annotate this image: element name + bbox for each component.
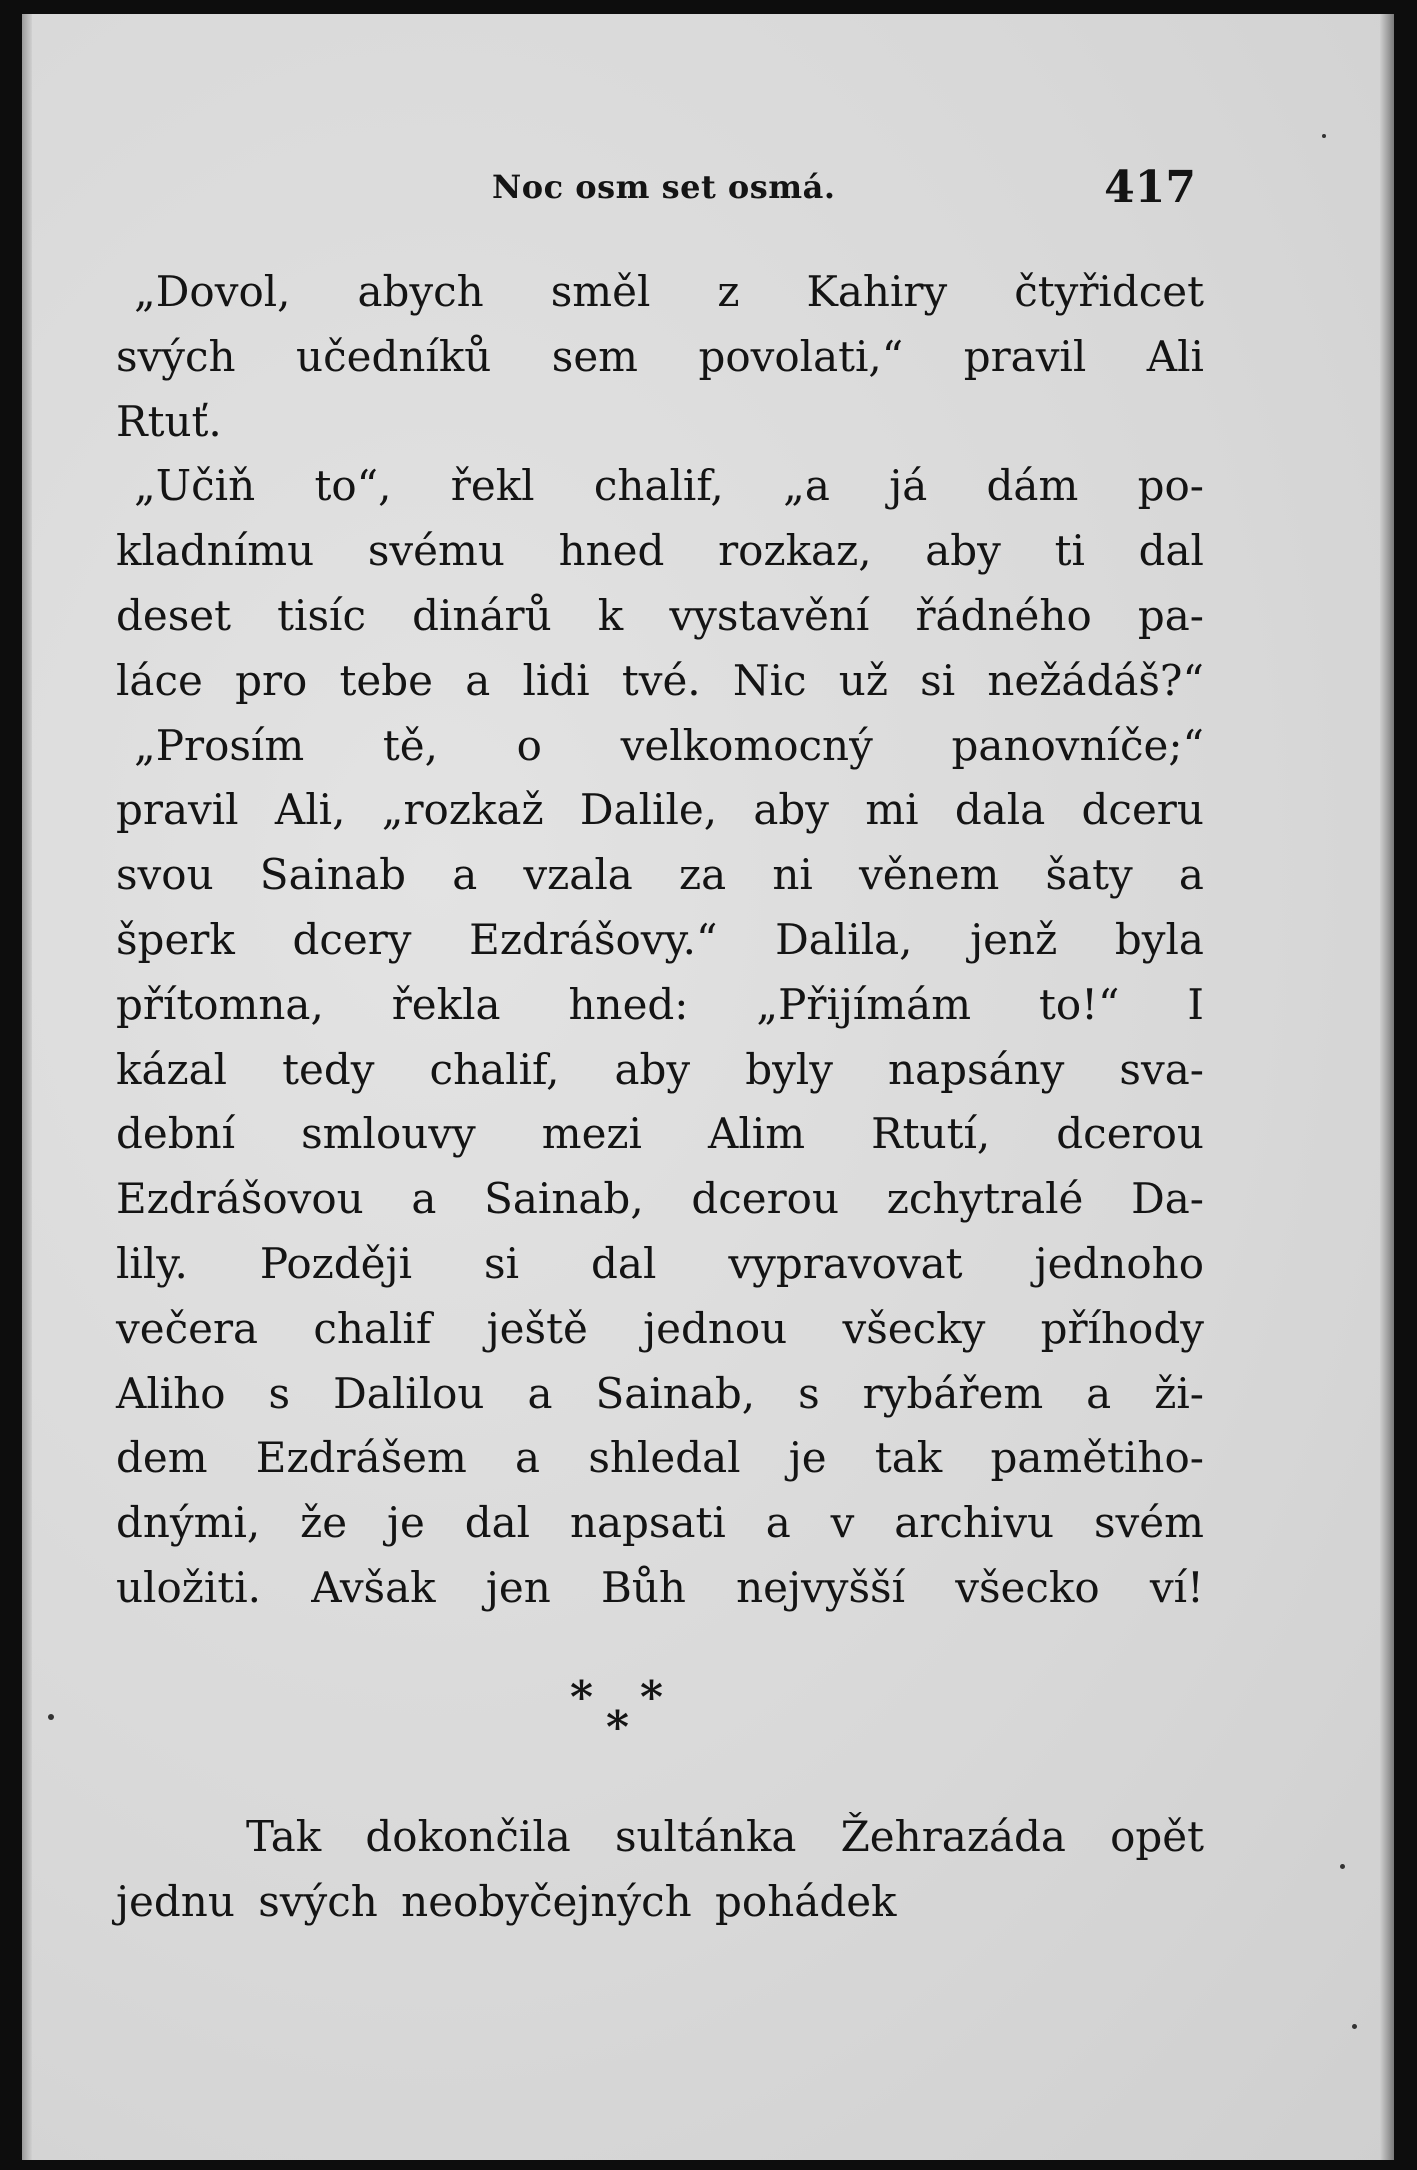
word: lidi — [522, 655, 590, 705]
word: aby — [925, 526, 1001, 576]
word: chalif, — [429, 1044, 560, 1094]
word: dal — [591, 1238, 657, 1288]
word: dinárů — [412, 590, 552, 640]
word: pa- — [1137, 590, 1204, 640]
word: Žehrazáda — [840, 1812, 1066, 1861]
word: a — [765, 1498, 791, 1548]
word: uložiti. — [116, 1562, 261, 1612]
word: napsati — [569, 1498, 726, 1548]
word: rybářem — [862, 1368, 1044, 1418]
word: panovníče;“ — [951, 720, 1204, 770]
word: Ezdrášovy.“ — [469, 914, 718, 964]
word: opět — [1110, 1812, 1204, 1861]
word: Alim — [708, 1109, 806, 1159]
word: dcery — [292, 914, 412, 964]
word: Bůh — [600, 1562, 686, 1612]
word: a — [1178, 850, 1204, 900]
word: je — [788, 1433, 827, 1483]
text-line — [116, 1804, 1204, 1869]
word: je — [386, 1498, 425, 1548]
section-break-asterism — [570, 1672, 770, 1752]
word: rozkaz, — [718, 526, 872, 576]
page-number: 417 — [1104, 162, 1196, 213]
text-line — [116, 1038, 1204, 1103]
paper-speck — [1352, 2024, 1357, 2029]
word: tě, — [382, 720, 438, 770]
word: dem — [116, 1433, 208, 1483]
word: povolati,“ — [698, 331, 904, 381]
word: shledal — [588, 1433, 741, 1483]
text-line — [116, 325, 1204, 390]
book-page — [22, 14, 1394, 2160]
word: dcerou — [1056, 1109, 1204, 1159]
text-line — [116, 584, 1204, 649]
word: nežádáš?“ — [987, 655, 1204, 705]
word: večera — [116, 1303, 259, 1353]
word: dnými, — [116, 1498, 261, 1548]
word: a — [527, 1368, 553, 1418]
word: si — [920, 655, 956, 705]
word: a — [465, 655, 491, 705]
word: učedníků — [296, 331, 492, 381]
page-header — [492, 162, 1196, 222]
word: mi — [865, 785, 919, 835]
word: mezi — [541, 1109, 642, 1159]
body-text — [116, 260, 1204, 1621]
word: už — [838, 655, 888, 705]
word: I — [1187, 979, 1204, 1029]
word: řádného — [915, 590, 1092, 640]
word: a — [1086, 1368, 1112, 1418]
page-edge-shadow — [1380, 14, 1394, 2160]
word: a — [452, 850, 478, 900]
word: aby — [753, 785, 830, 835]
text-line: jednu svých neobyčejných pohádek — [116, 1876, 897, 1926]
word: Avšak — [311, 1562, 436, 1612]
asterisk: * — [640, 1672, 664, 1723]
text-line — [116, 260, 1204, 325]
text-line — [116, 454, 1204, 519]
word: Kahiry — [806, 267, 948, 316]
word: hned: — [568, 979, 689, 1029]
page-spine-shadow — [22, 14, 32, 2160]
word: zchytralé — [886, 1174, 1084, 1224]
word: k — [597, 590, 624, 640]
word: „rozkaž — [381, 785, 544, 835]
word: kázal — [116, 1044, 228, 1094]
word: napsány — [888, 1044, 1065, 1094]
word: sultánka — [614, 1812, 797, 1861]
word: čtyřidcet — [1014, 267, 1204, 316]
text-line — [116, 1102, 1204, 1167]
word: ni — [772, 850, 813, 900]
word: dokončila — [365, 1812, 571, 1861]
word: všecko — [955, 1562, 1100, 1612]
word: řekla — [391, 979, 501, 1029]
word: deset — [116, 590, 232, 640]
word: s — [268, 1368, 291, 1418]
word: v — [830, 1498, 855, 1548]
word: ti — [1054, 526, 1085, 576]
word: svých — [116, 331, 236, 381]
word: hned — [558, 526, 665, 576]
paper-speck — [1340, 1864, 1345, 1869]
word: Dalila, — [775, 914, 913, 964]
text-line — [116, 1362, 1204, 1427]
word: ještě — [486, 1303, 588, 1353]
text-line: Rtuť. — [116, 396, 222, 446]
word: chalif, — [593, 461, 724, 511]
word: Sainab, — [595, 1368, 756, 1418]
word: řekl — [450, 461, 535, 511]
word: ví! — [1149, 1562, 1204, 1612]
word: Rtutí, — [871, 1109, 991, 1159]
word: jenž — [970, 914, 1058, 964]
word: nejvyšší — [736, 1562, 906, 1612]
word: tisíc — [277, 590, 366, 640]
word: svému — [367, 526, 505, 576]
word: že — [300, 1498, 348, 1548]
word: Ali, — [274, 785, 346, 835]
word: Ezdrášovou — [116, 1174, 364, 1224]
word: Ezdrášem — [255, 1433, 467, 1483]
word: byla — [1114, 914, 1204, 964]
word: Sainab, — [484, 1174, 644, 1224]
word: dcerou — [691, 1174, 840, 1224]
word: po- — [1137, 461, 1204, 511]
word: já — [889, 461, 928, 511]
word: pravil — [963, 331, 1087, 381]
word: tedy — [282, 1044, 375, 1094]
text-line — [116, 778, 1204, 843]
text-line — [116, 908, 1204, 973]
word: Dalile, — [579, 785, 718, 835]
word: abych — [357, 267, 484, 316]
word: Aliho — [116, 1368, 226, 1418]
word: dám — [986, 461, 1079, 511]
word: šaty — [1045, 850, 1133, 900]
word: sem — [551, 331, 639, 381]
text-line — [116, 1297, 1204, 1362]
closing-paragraph — [116, 1804, 1204, 1934]
word: dal — [1138, 526, 1204, 576]
word: „Dovol, — [134, 267, 291, 316]
word: přítomna, — [116, 979, 324, 1029]
word: jen — [485, 1562, 551, 1612]
word: byly — [745, 1044, 833, 1094]
text-line — [116, 1426, 1204, 1491]
word: a — [411, 1174, 437, 1224]
word: vzala — [523, 850, 633, 900]
word: smlouvy — [301, 1109, 476, 1159]
word: jednou — [643, 1303, 788, 1353]
word: pravil — [116, 785, 239, 835]
word: Později — [259, 1238, 412, 1288]
word: dal — [464, 1498, 531, 1548]
word: „Učiň — [134, 461, 256, 511]
word: láce — [116, 655, 203, 705]
word: tvé. — [621, 655, 701, 705]
word: z — [717, 267, 740, 316]
word: ži- — [1154, 1368, 1204, 1418]
word: pro — [235, 655, 308, 705]
word: vystavění — [669, 590, 870, 640]
word: pamětiho- — [990, 1433, 1204, 1483]
word: to“, — [314, 461, 392, 511]
word: dceru — [1081, 785, 1204, 835]
word: příhody — [1040, 1303, 1204, 1353]
word: Nic — [732, 655, 807, 705]
word: jednoho — [1034, 1238, 1204, 1288]
word: s — [798, 1368, 820, 1418]
word: Ali — [1146, 331, 1204, 381]
word: všecky — [842, 1303, 986, 1353]
asterisk: * — [606, 1702, 630, 1753]
text-line — [116, 649, 1204, 714]
text-line — [116, 519, 1204, 584]
asterisk: * — [570, 1672, 594, 1723]
word: „Přijímám — [756, 979, 972, 1029]
text-line — [116, 1556, 1204, 1621]
word: aby — [614, 1044, 691, 1094]
word: „a — [783, 461, 830, 511]
word: archivu — [894, 1498, 1055, 1548]
word: dala — [954, 785, 1046, 835]
word: Da- — [1131, 1174, 1204, 1224]
word: za — [678, 850, 727, 900]
word: svém — [1093, 1498, 1204, 1548]
text-line — [116, 973, 1204, 1038]
word: vypravovat — [728, 1238, 963, 1288]
word: chalif — [313, 1303, 432, 1353]
word: velkomocný — [620, 720, 873, 770]
word: tak — [874, 1433, 943, 1483]
word: „Prosím — [134, 720, 305, 770]
word: svou — [116, 850, 214, 900]
text-line — [116, 843, 1204, 908]
word: lily. — [116, 1238, 188, 1288]
word: šperk — [116, 914, 235, 964]
word: Dalilou — [333, 1368, 485, 1418]
text-line — [116, 1491, 1204, 1556]
word: dební — [116, 1109, 236, 1159]
paper-speck — [48, 1714, 54, 1720]
word: věnem — [858, 850, 1000, 900]
running-head: Noc osm set osmá. — [492, 168, 836, 206]
word: Tak — [246, 1812, 322, 1861]
word: tebe — [339, 655, 433, 705]
text-line — [116, 1167, 1204, 1232]
word: kladnímu — [116, 526, 315, 576]
word: Sainab — [259, 850, 407, 900]
text-line — [116, 1232, 1204, 1297]
word: sva- — [1119, 1044, 1204, 1094]
word: o — [516, 720, 542, 770]
word: směl — [550, 267, 651, 316]
word: to!“ — [1038, 979, 1120, 1029]
word: si — [484, 1238, 520, 1288]
paper-speck — [1322, 134, 1326, 138]
word: a — [515, 1433, 541, 1483]
text-line — [116, 714, 1204, 779]
